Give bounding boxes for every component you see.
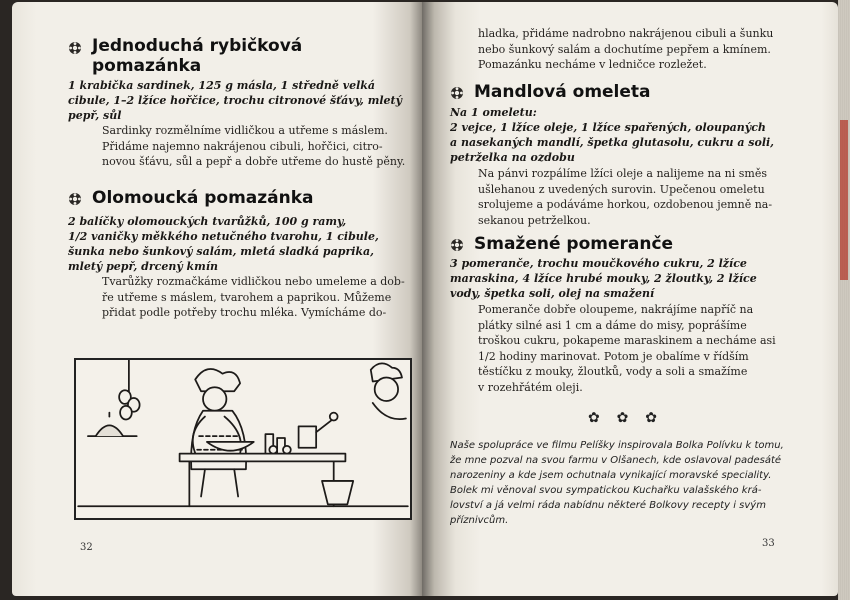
page-edges	[838, 0, 850, 600]
author-note: Naše spolupráce ve filmu Pelíšky inspirovala Bolka Polívku k tomu, že mne pozval na svou farmu v Olšanech, kde oslavoval padesáté narozeniny a kde jsem ochutnala vynikající moravské speciality. Bolek mi věnoval svou sympatickou Kuchařku valašského krá- lovství a já velmi ráda nabídnu některé Bolkovy recepty i svým příznivcům.	[450, 440, 784, 526]
recipe-instructions: Tvarůžky rozmačkáme vidličkou nebo umeleme a dob- ře utřeme s máslem, tvarohem a paprikou. Můžeme přidat podle potřeby trochu mléka. Vymícháme do-	[102, 275, 405, 319]
recipe-title: Smažené pomeranče	[474, 234, 674, 254]
flower-bullet-icon	[450, 238, 464, 252]
page-number: 33	[762, 538, 775, 549]
recipe-title: Jednoduchá rybičková pomazánka	[92, 36, 303, 76]
flower-bullet-icon	[450, 86, 464, 100]
right-page	[422, 2, 838, 596]
book-spread	[4, 0, 846, 600]
section-separator: ✿ ✿ ✿	[588, 410, 663, 426]
ingredients-list: 2 balíčky olomouckých tvarůžků, 100 g ramy, 1/2 vaničky měkkého netučného tvarohu, 1 cibule, šunka nebo šunkový salám, mletá sladká paprika, mletý pepř, drcený kmín	[68, 215, 379, 273]
recipe-instructions: Na pánvi rozpálíme lžíci oleje a nalijeme na ni směs ušlehanou z uvedených surovin. Upečenou omeletu srolujeme a podáváme horkou, ozdobenou jemně na- sekanou petrželkou.	[478, 167, 773, 227]
recipe-title: Olomoucká pomazánka	[92, 188, 314, 208]
flower-bullet-icon	[68, 41, 82, 55]
recipe-title: Mandlová omeleta	[474, 82, 651, 102]
recipe-instructions: Sardinky rozmělníme vidličkou a utřeme s máslem. Přidáme najemno nakrájenou cibuli, hořčici, citro- novou šťávu, sůl a pepř a dobře utřeme do hustě pěny.	[102, 124, 406, 168]
recipe-instructions-continued: hladka, přidáme nadrobno nakrájenou cibuli a šunku nebo šunkový salám a dochutíme pepřem a kmínem. Pomazánku necháme v ledničce rozležet.	[478, 27, 774, 71]
chef-cooking-illustration	[74, 358, 412, 520]
ingredients-list: Na 1 omeletu: 2 vejce, 1 lžíce oleje, 1 lžíce spařených, oloupaných a nasekaných mandlí, špetka glutasolu, cukru a soli, petrželka na ozdobu	[450, 106, 775, 164]
left-page	[12, 2, 422, 596]
recipe-instructions: Pomeranče dobře oloupeme, nakrájíme napříč na plátky silné asi 1 cm a dáme do misy, poprášíme troškou cukru, pokapeme maraskinem a necháme asi 1/2 hodiny marinovat. Potom je obalíme v řídším těstíčku z mouky, žloutků, vody a soli a smažíme v rozehřátém oleji.	[478, 303, 776, 394]
ingredients-list: 1 krabička sardinek, 125 g másla, 1 středně velká cibule, 1–2 lžíce hořčice, trochu citronové šťávy, mletý pepř, sůl	[68, 79, 402, 122]
page-number: 32	[80, 542, 93, 553]
ingredients-list: 3 pomeranče, trochu moučkového cukru, 2 lžíce maraskina, 4 lžíce hrubé mouky, 2 žloutky, 2 lžíce vody, špetka soli, olej na smažení	[450, 257, 757, 300]
flower-bullet-icon	[68, 192, 82, 206]
